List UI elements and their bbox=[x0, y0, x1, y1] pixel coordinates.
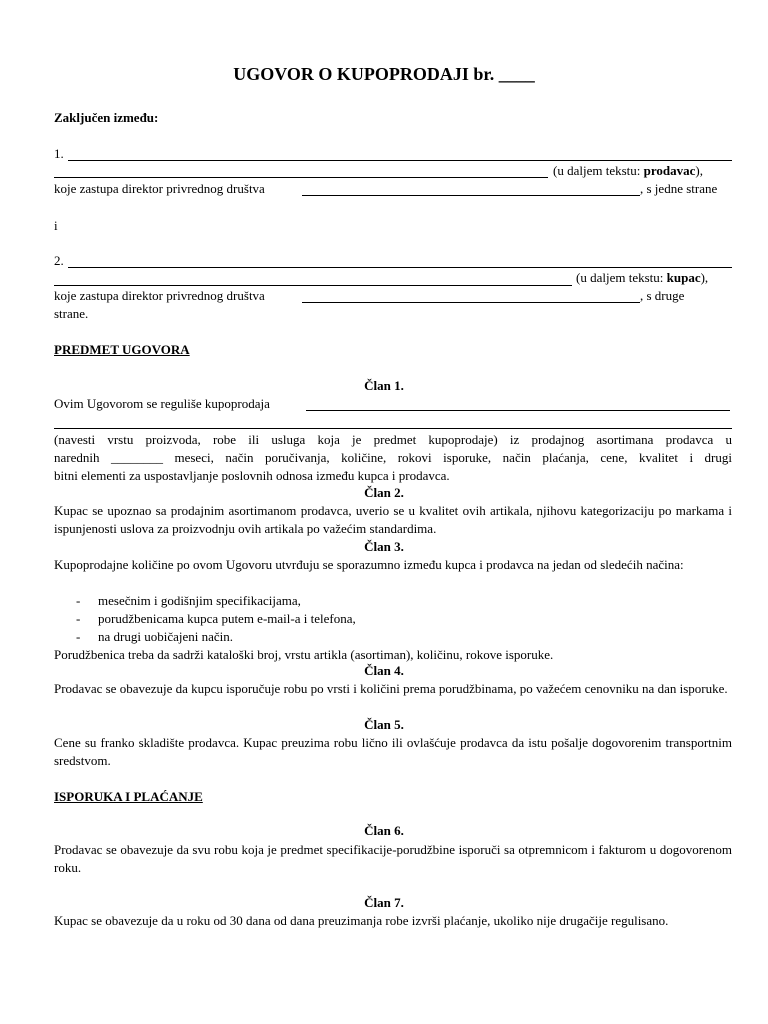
party2-side: , s druge bbox=[640, 288, 685, 303]
party1-side: , s jedne strane bbox=[640, 181, 718, 196]
clan3-after: Porudžbenica treba da sadrži kataloški broj, vrstu artikla (asortiman), količinu, rokove isporuke. bbox=[54, 647, 554, 662]
section-heading-isporuka: ISPORUKA I PLAĆANJE bbox=[54, 789, 203, 804]
clan1-subject-line bbox=[306, 410, 730, 411]
party1-designation: (u daljem tekstu: prodavac), bbox=[553, 163, 703, 178]
clan2-title: Član 2. bbox=[364, 485, 404, 500]
clan7-title: Član 7. bbox=[364, 895, 404, 910]
party2-company-line bbox=[302, 302, 640, 303]
clan4-text: Prodavac se obavezuje da kupcu isporučuje robu po vrsti i količini prema porudžbinama, po važećem cenovniku na dan isporuke. bbox=[54, 681, 728, 696]
clan1-text-line2: narednih ________ meseci, način poručivanja, količine, rokovi isporuke, način plaćanja, cene, kvalitet i drugi bbox=[54, 450, 732, 465]
party1-name-line bbox=[68, 160, 732, 161]
clan1-text-line3: bitni elementi za uspostavljanje poslovnih odnosa između kupca i prodavca. bbox=[54, 468, 450, 483]
clan1-text-line1: (navesti vrstu proizvoda, robe ili usluga koja je predmet kupoprodaje) iz prodajnog asortimana prodavca u bbox=[54, 432, 732, 447]
party2-number: 2. bbox=[54, 253, 64, 268]
clan3-title: Član 3. bbox=[364, 539, 404, 554]
concluded-between-label: Zaključen između: bbox=[54, 110, 159, 125]
clan1-subject-line-2 bbox=[54, 428, 732, 429]
document-title: UGOVOR O KUPOPRODAJI br. ____ bbox=[233, 64, 535, 84]
party2-side-cont: strane. bbox=[54, 306, 89, 321]
clan6-title: Član 6. bbox=[364, 823, 404, 838]
clan2-text: Kupac se upoznao sa prodajnim asortimanom prodavca, uverio se u kvalitet ovih artikala, njihovu kategorizaciju po markama i ispunjenosti uslova za proizvodnju ovih artikala po važećim standardima. bbox=[54, 503, 732, 536]
clan5-title: Član 5. bbox=[364, 717, 404, 732]
clan5-text: Cene su franko skladište prodavca. Kupac preuzima robu lično ili ovlašćuje prodavca da istu pošalje dogovorenim transportnim sredstvom. bbox=[54, 735, 732, 768]
party1-role: prodavac bbox=[643, 163, 696, 178]
party2-name-line-2 bbox=[54, 285, 572, 286]
clan6-text: Prodavac se obavezuje da svu robu koja je predmet specifikacije-porudžbine isporuči sa otpremnicom i fakturom u dogovorenom roku. bbox=[54, 842, 732, 875]
party1-represented-by: koje zastupa direktor privrednog društva bbox=[54, 181, 265, 196]
party2-name-line bbox=[68, 267, 732, 268]
clan1-title: Član 1. bbox=[364, 378, 404, 393]
section-heading-predmet: PREDMET UGOVORA bbox=[54, 342, 190, 357]
clan1-lead: Ovim Ugovorom se reguliše kupoprodaja bbox=[54, 396, 270, 411]
party1-company-line bbox=[302, 195, 640, 196]
clan7-text: Kupac se obavezuje da u roku od 30 dana od dana preuzimanja robe izvrši plaćanje, ukoliko nije drugačije regulisano. bbox=[54, 913, 669, 928]
party1-number: 1. bbox=[54, 146, 64, 161]
party1-name-line-2 bbox=[54, 177, 548, 178]
party2-role: kupac bbox=[666, 270, 701, 285]
party2-designation: (u daljem tekstu: kupac), bbox=[576, 270, 709, 285]
contract-page: UGOVOR O KUPOPRODAJI br. ____ Zaključen između: 1. (u daljem tekstu: prodavac), koje zastupa direktor privrednog društva , s jedne strane i 2. (u daljem tekstu: kupac), koje zastupa direktor privrednog društva , s druge strane. PREDMET UGOVORA Član 1. Ovim Ugovorom se reguliše kupoprodaja (navesti vrstu proizvoda, robe ili usluga koja je predmet kupoprodaje) iz prodajnog asortimana prodavca u narednih ________ meseci, način poručivanja, količine, rokovi isporuke, način plaćanja, cene, kvalitet i drugi bitni elementi za uspostavljanje poslovnih odnosa između kupca i prodavca. Član 2. Kupac se upoznao sa prodajnim asortimanom prodavca, uverio se u kvalitet ovih artikala, njihovu kategorizaciju po markama i ispunjenosti uslova za proizvodnju ovih artikala po važećim standardima. Član 3. Kupoprodajne količine po ovom Ugovoru utvrđuju se sporazumno između kupca i prodavca na jedan od sledećih načina: - mesečnim i godišnjim specifikacijama, - porudžbenicama kupca putem e-mail-a i telefona, - na drugi uobičajeni način. Porudžbenica treba da sadrži kataloški broj, vrstu artikla (asortiman), količinu, rokove isporuke. Član 4. Prodavac se obavezuje da kupcu isporučuje robu po vrsti i količini prema porudžbinama, po važećem cenovniku na dan isporuke. Član 5. Cene su franko skladište prodavca. Kupac preuzima robu lično ili ovlašćuje prodavca da istu pošalje dogovorenim transportnim sredstvom. ISPORUKA I PLAĆANJE Član 6. Prodavac se obavezuje da svu robu koja je predmet specifikacije-porudžbine isporuči sa otpremnicom i fakturom u dogovorenom roku. Član 7. Kupac se obavezuje da u roku od 30 dana od dana preuzimanja robe izvrši plaćanje, ukoliko nije drugačije regulisano. bbox=[0, 0, 768, 1024]
and-word: i bbox=[54, 218, 58, 233]
party2-represented-by: koje zastupa direktor privrednog društva bbox=[54, 288, 265, 303]
clan3-text: Kupoprodajne količine po ovom Ugovoru utvrđuju se sporazumno između kupca i prodavca na jedan od sledećih načina: bbox=[54, 557, 684, 572]
clan4-title: Član 4. bbox=[364, 663, 404, 678]
